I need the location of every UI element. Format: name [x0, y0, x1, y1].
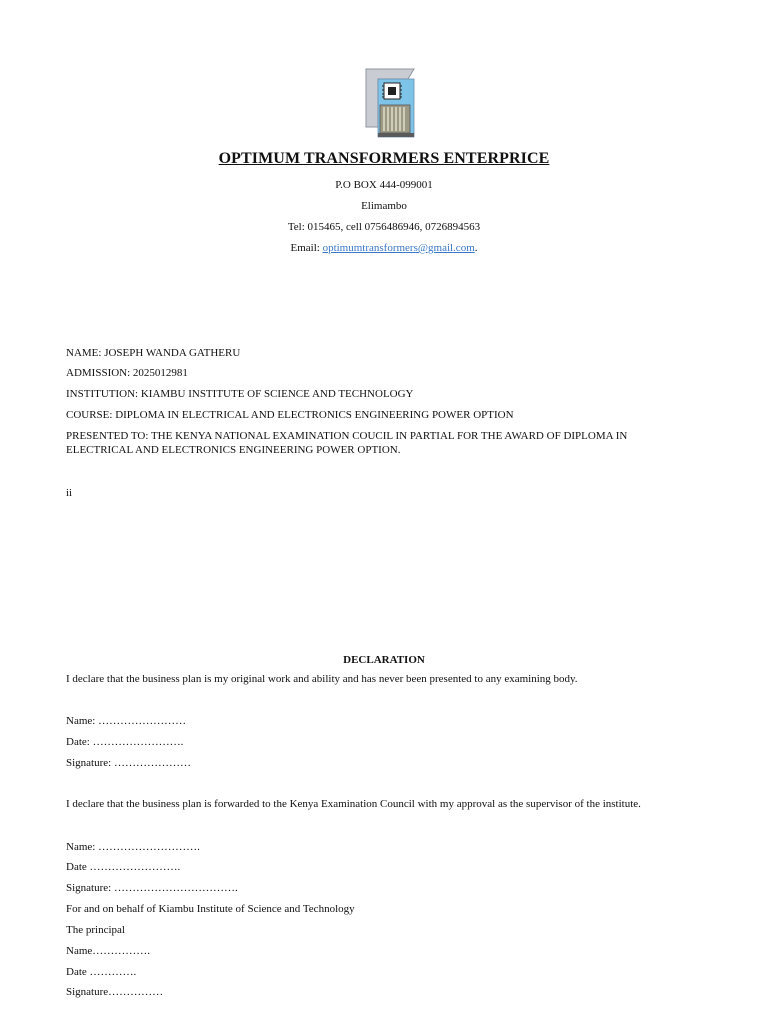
supervisor-declaration: I declare that the business plan is forwarded to the Kenya Examination Council with my approval as the supervisor of the institute. — [66, 798, 641, 810]
principal-date-field: Date …………. — [66, 966, 137, 978]
student-date-field: Date: ……………………. — [66, 736, 184, 748]
student-name: NAME: JOSEPH WANDA GATHERU — [66, 347, 241, 359]
principal-title: The principal — [66, 924, 125, 936]
company-name: OPTIMUM TRANSFORMERS ENTERPRICE — [218, 150, 550, 167]
presented-to-line-1: PRESENTED TO: THE KENYA NATIONAL EXAMINATION COUCIL IN PARTIAL FOR THE AWARD OF DIPLOMA IN — [66, 430, 628, 442]
student-institution: INSTITUTION: KIAMBU INSTITUTE OF SCIENCE AND TECHNOLOGY — [66, 388, 414, 400]
page-number: ii — [66, 487, 73, 499]
on-behalf-line: For and on behalf of Kiambu Institute of Science and Technology — [66, 903, 355, 915]
transformer-logo-icon — [364, 67, 416, 139]
town: Elimambo — [361, 200, 407, 212]
telephone: Tel: 015465, cell 0756486946, 0726894563 — [287, 221, 481, 233]
email-label: Email: — [290, 242, 323, 254]
email-line — [0, 241, 768, 255]
supervisor-signature-field: Signature: ……………………………. — [66, 882, 238, 894]
supervisor-date-field: Date ……………………. — [66, 861, 181, 873]
declaration-title: DECLARATION — [343, 654, 425, 666]
presented-to-line-2: ELECTRICAL AND ELECTRONICS ENGINEERING POWER OPTION. — [66, 444, 401, 456]
po-box: P.O BOX 444-099001 — [335, 179, 433, 191]
student-course: COURSE: DIPLOMA IN ELECTRICAL AND ELECTRONICS ENGINEERING POWER OPTION — [66, 409, 514, 421]
email-link[interactable]: optimumtransformers@gmail.com — [322, 242, 475, 254]
company-logo — [364, 67, 416, 139]
email-suffix: . — [474, 242, 478, 254]
supervisor-name-field: Name: ………………………. — [66, 841, 200, 853]
principal-name-field: Name……………. — [66, 945, 151, 957]
student-declaration: I declare that the business plan is my original work and ability and has never been presented to any examining body. — [66, 673, 578, 685]
principal-signature-field: Signature…………… — [66, 986, 164, 998]
student-admission: ADMISSION: 2025012981 — [66, 367, 188, 379]
student-name-field: Name: …………………… — [66, 715, 187, 727]
student-signature-field: Signature: ………………… — [66, 757, 191, 769]
